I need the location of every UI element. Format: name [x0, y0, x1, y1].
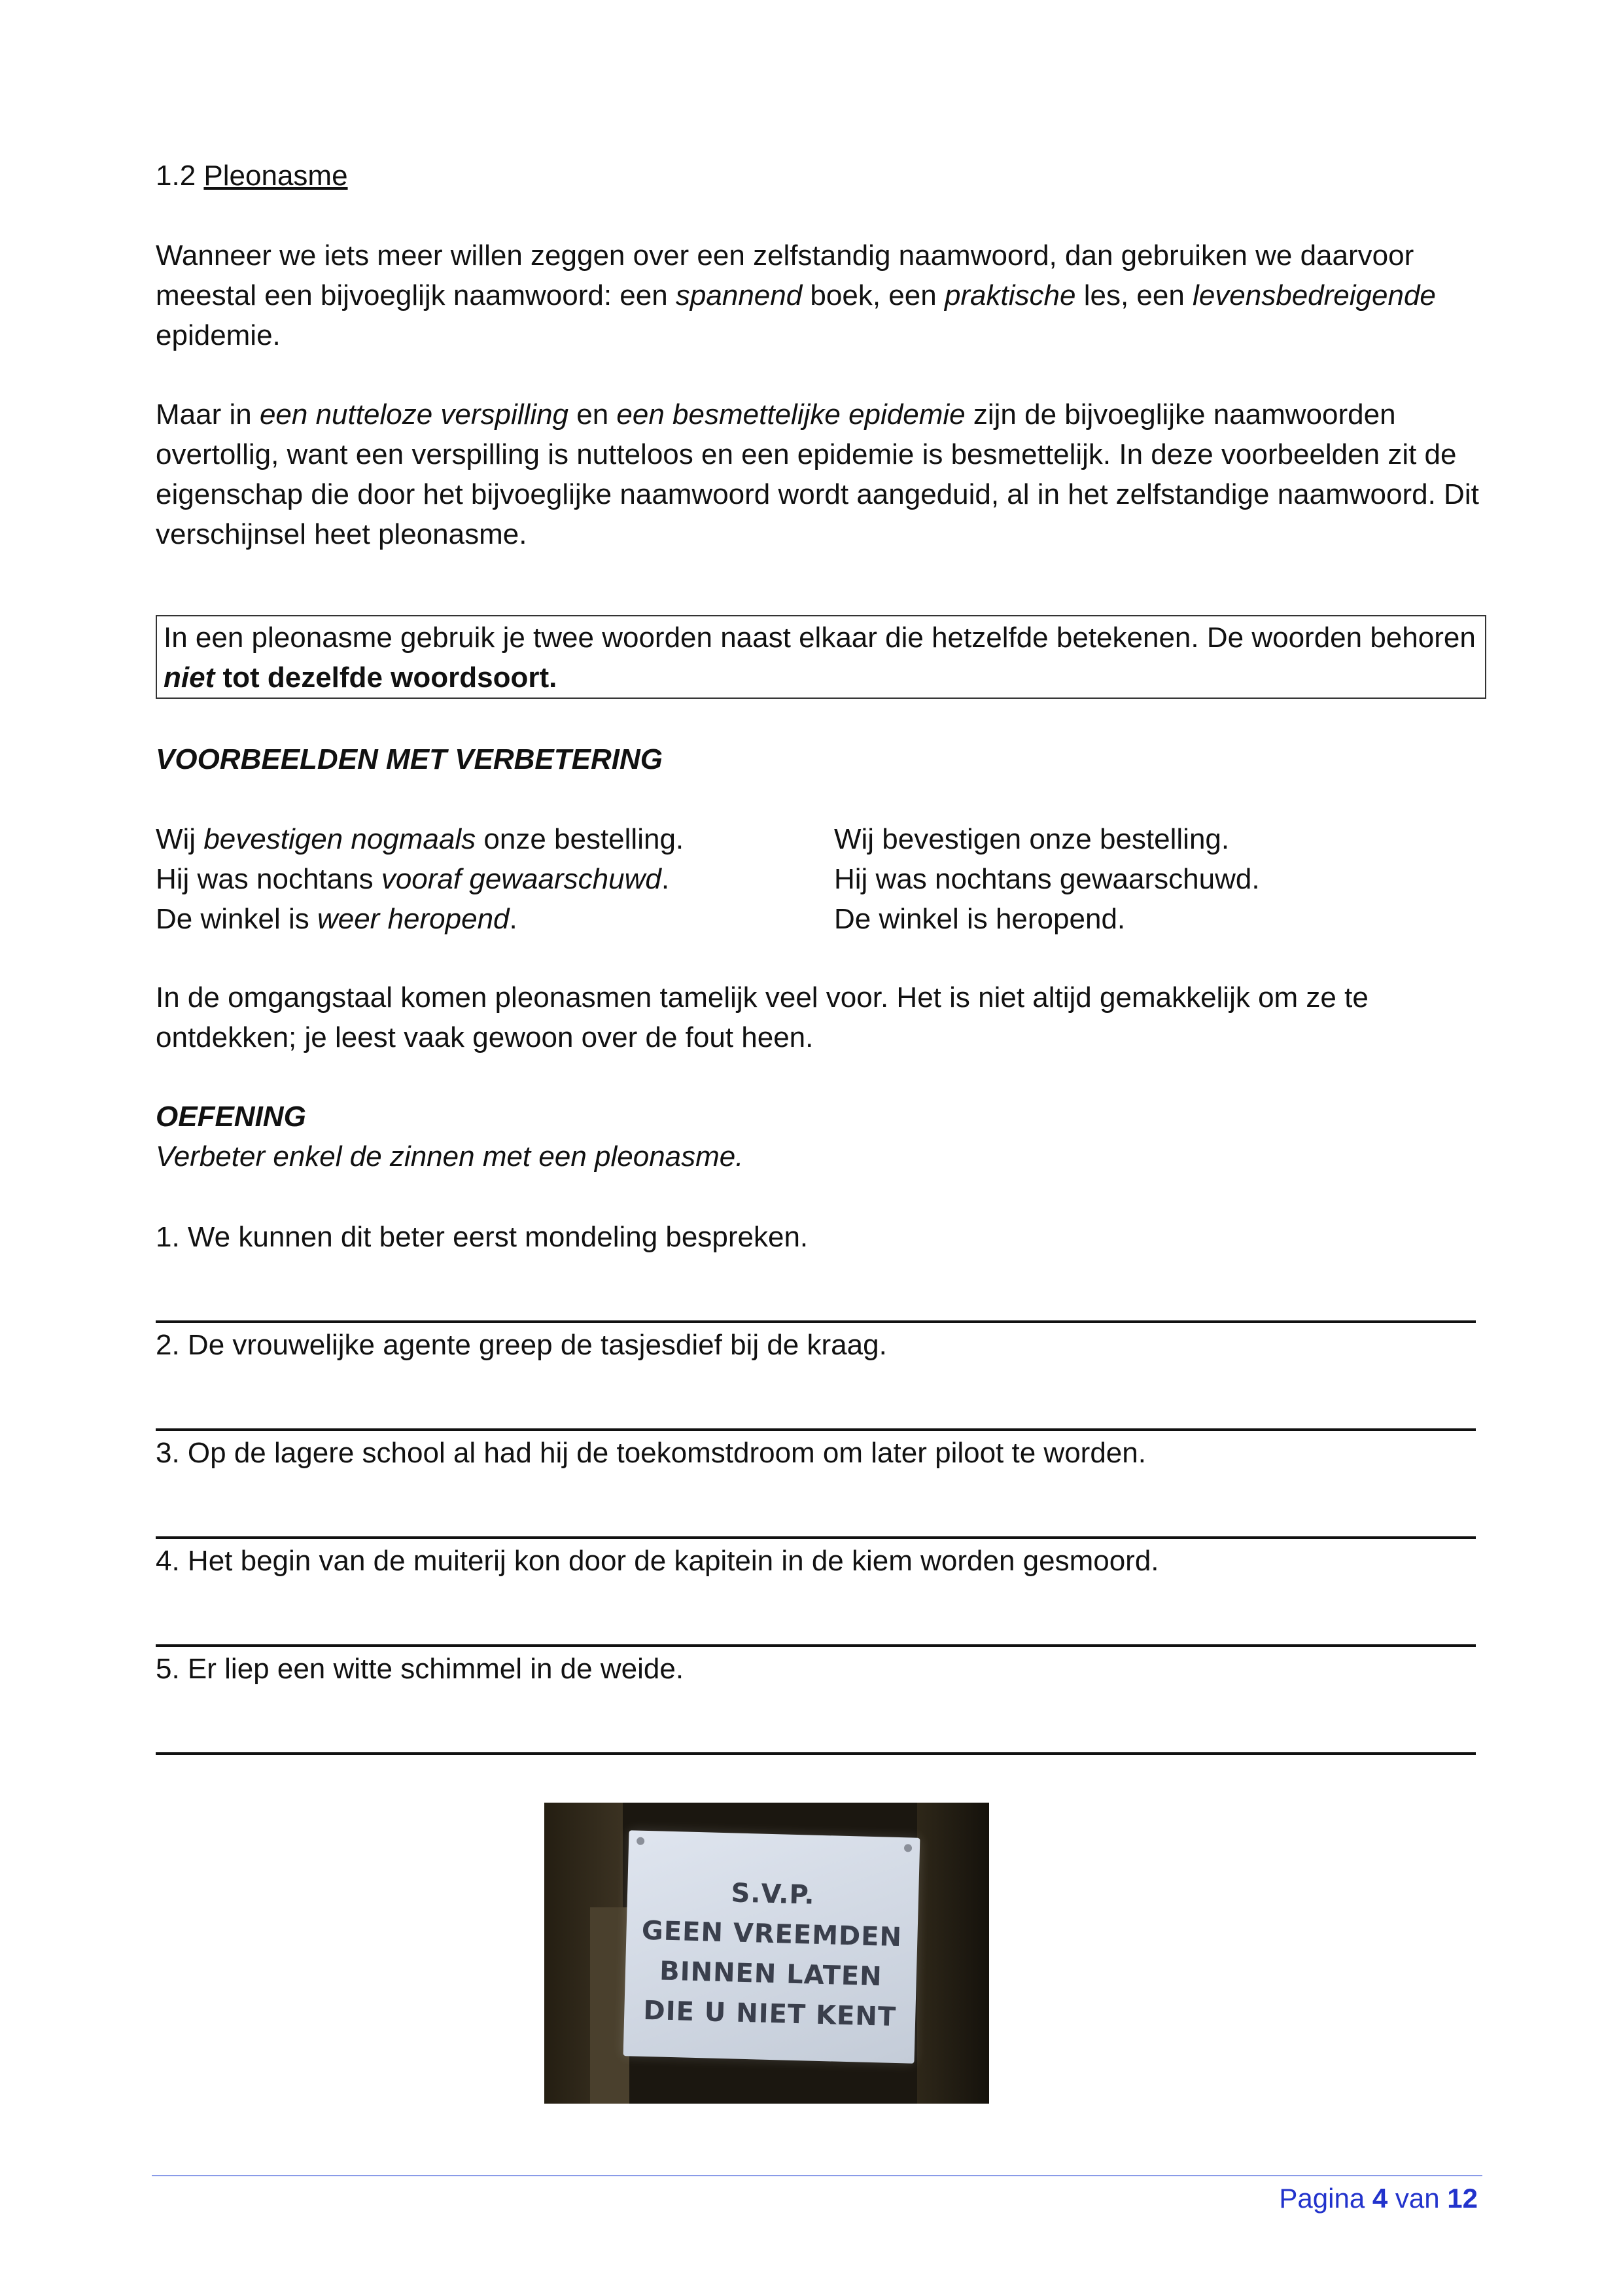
section-number: 1.2 — [156, 160, 196, 192]
answer-line-5[interactable] — [156, 1752, 1476, 1755]
example-correct-1: Wij bevestigen onze bestelling. — [834, 823, 1230, 855]
italic-run: vooraf gewaarschuwd — [381, 863, 661, 895]
footer-current-page: 4 — [1372, 2183, 1388, 2214]
text-run: Wij — [156, 823, 204, 855]
example-wrong-3 — [156, 899, 823, 939]
pin-icon — [904, 1844, 912, 1852]
exercise-heading: OEFENING — [156, 1101, 306, 1133]
italic-run: bevestigen nogmaals — [203, 823, 476, 855]
sign-line-1: S.V.P. — [730, 1878, 816, 1911]
answer-line-3[interactable] — [156, 1536, 1476, 1539]
text-run: boek, een — [802, 279, 945, 311]
definition-box — [156, 615, 1486, 699]
footer-total-pages: 12 — [1447, 2183, 1478, 2214]
italic-run: weer heropend — [317, 903, 510, 935]
text-run: Maar in — [156, 398, 260, 431]
sign-text — [624, 1871, 919, 2038]
italic-run: een nutteloze verspilling — [259, 398, 569, 431]
italic-run: praktische — [944, 279, 1076, 311]
door-frame-bar — [590, 1907, 629, 2104]
italic-run: levensbedreigende — [1193, 279, 1436, 311]
text-run: epidemie. — [156, 319, 281, 351]
intro-paragraph-2 — [156, 395, 1486, 554]
answer-line-4[interactable] — [156, 1644, 1476, 1647]
sign-photo — [544, 1803, 989, 2104]
examples-wrong-column — [156, 819, 823, 939]
text-run: Hij was nochtans — [156, 863, 381, 895]
examples-correct-column — [834, 819, 1486, 939]
bold-run: tot dezelfde woordsoort. — [215, 662, 557, 694]
text-run: les, een — [1075, 279, 1193, 311]
door-frame-right — [917, 1803, 989, 2104]
text-run: . — [509, 903, 517, 935]
text-run: zijn de bijvoeglijke naamwoorden overtollig, want een verspilling is nutteloos en een epidemie is besmettelijk. In deze voorbeelden zit de eigenschap die door het bijvoeglijke naamwoord wordt aangeduid, al in het zelfstandige naamwoord. Dit verschijnsel heet pleonasme. — [156, 398, 1479, 550]
answer-line-2[interactable] — [156, 1428, 1476, 1431]
italic-run: spannend — [675, 279, 803, 311]
exercise-instruction: Verbeter enkel de zinnen met een pleonasme. — [156, 1140, 744, 1173]
example-wrong-2 — [156, 859, 823, 899]
example-wrong-1 — [156, 819, 823, 859]
bold-italic-run: niet — [164, 662, 215, 694]
section-heading — [156, 156, 1486, 196]
pin-icon — [637, 1837, 644, 1845]
text-run: en — [568, 398, 617, 431]
exercise-item-5: 5. Er liep een witte schimmel in de weide. — [156, 1653, 684, 1685]
note-paragraph: In de omgangstaal komen pleonasmen tamelijk veel voor. Het is niet altijd gemakkelijk om ze te ontdekken; je leest vaak gewoon over de fout heen. — [156, 981, 1369, 1053]
section-title: Pleonasme — [203, 160, 348, 192]
text-run: onze bestelling. — [476, 823, 684, 855]
sign-line-2: GEEN VREEMDEN — [641, 1915, 903, 1953]
example-correct-3: De winkel is heropend. — [834, 903, 1126, 935]
text-run: In een pleonasme gebruik je twee woorden naast elkaar die hetzelfde betekenen. De woorden behoren — [164, 622, 1476, 654]
examples-heading: VOORBEELDEN MET VERBETERING — [156, 743, 663, 775]
text-run: De winkel is — [156, 903, 317, 935]
text-run: Wanneer we iets meer willen zeggen over een zelfstandig naamwoord, dan gebruiken we daarvoor meestal een bijvoeglijk naamwoord: een — [156, 239, 1414, 311]
italic-run: een besmettelijke epidemie — [616, 398, 966, 431]
page-footer — [1279, 2179, 1478, 2218]
exercise-item-1: 1. We kunnen dit beter eerst mondeling bespreken. — [156, 1221, 809, 1253]
footer-label: Pagina — [1279, 2183, 1365, 2214]
exercise-item-3: 3. Op de lagere school al had hij de toekomstdroom om later piloot te worden. — [156, 1437, 1146, 1469]
footer-separator: van — [1395, 2183, 1440, 2214]
sign-line-3: BINNEN LATEN — [659, 1956, 883, 1992]
footer-rule — [152, 2175, 1482, 2176]
text-run: . — [661, 863, 670, 895]
example-correct-2: Hij was nochtans gewaarschuwd. — [834, 863, 1260, 895]
exercise-item-2: 2. De vrouwelijke agente greep de tasjesdief bij de kraag. — [156, 1329, 887, 1361]
intro-paragraph-1 — [156, 236, 1486, 355]
paper-sign — [623, 1830, 920, 2064]
sign-line-4: DIE U NIET KENT — [642, 1995, 897, 2033]
exercise-item-4: 4. Het begin van de muiterij kon door de kapitein in de kiem worden gesmoord. — [156, 1545, 1159, 1577]
answer-line-1[interactable] — [156, 1320, 1476, 1323]
